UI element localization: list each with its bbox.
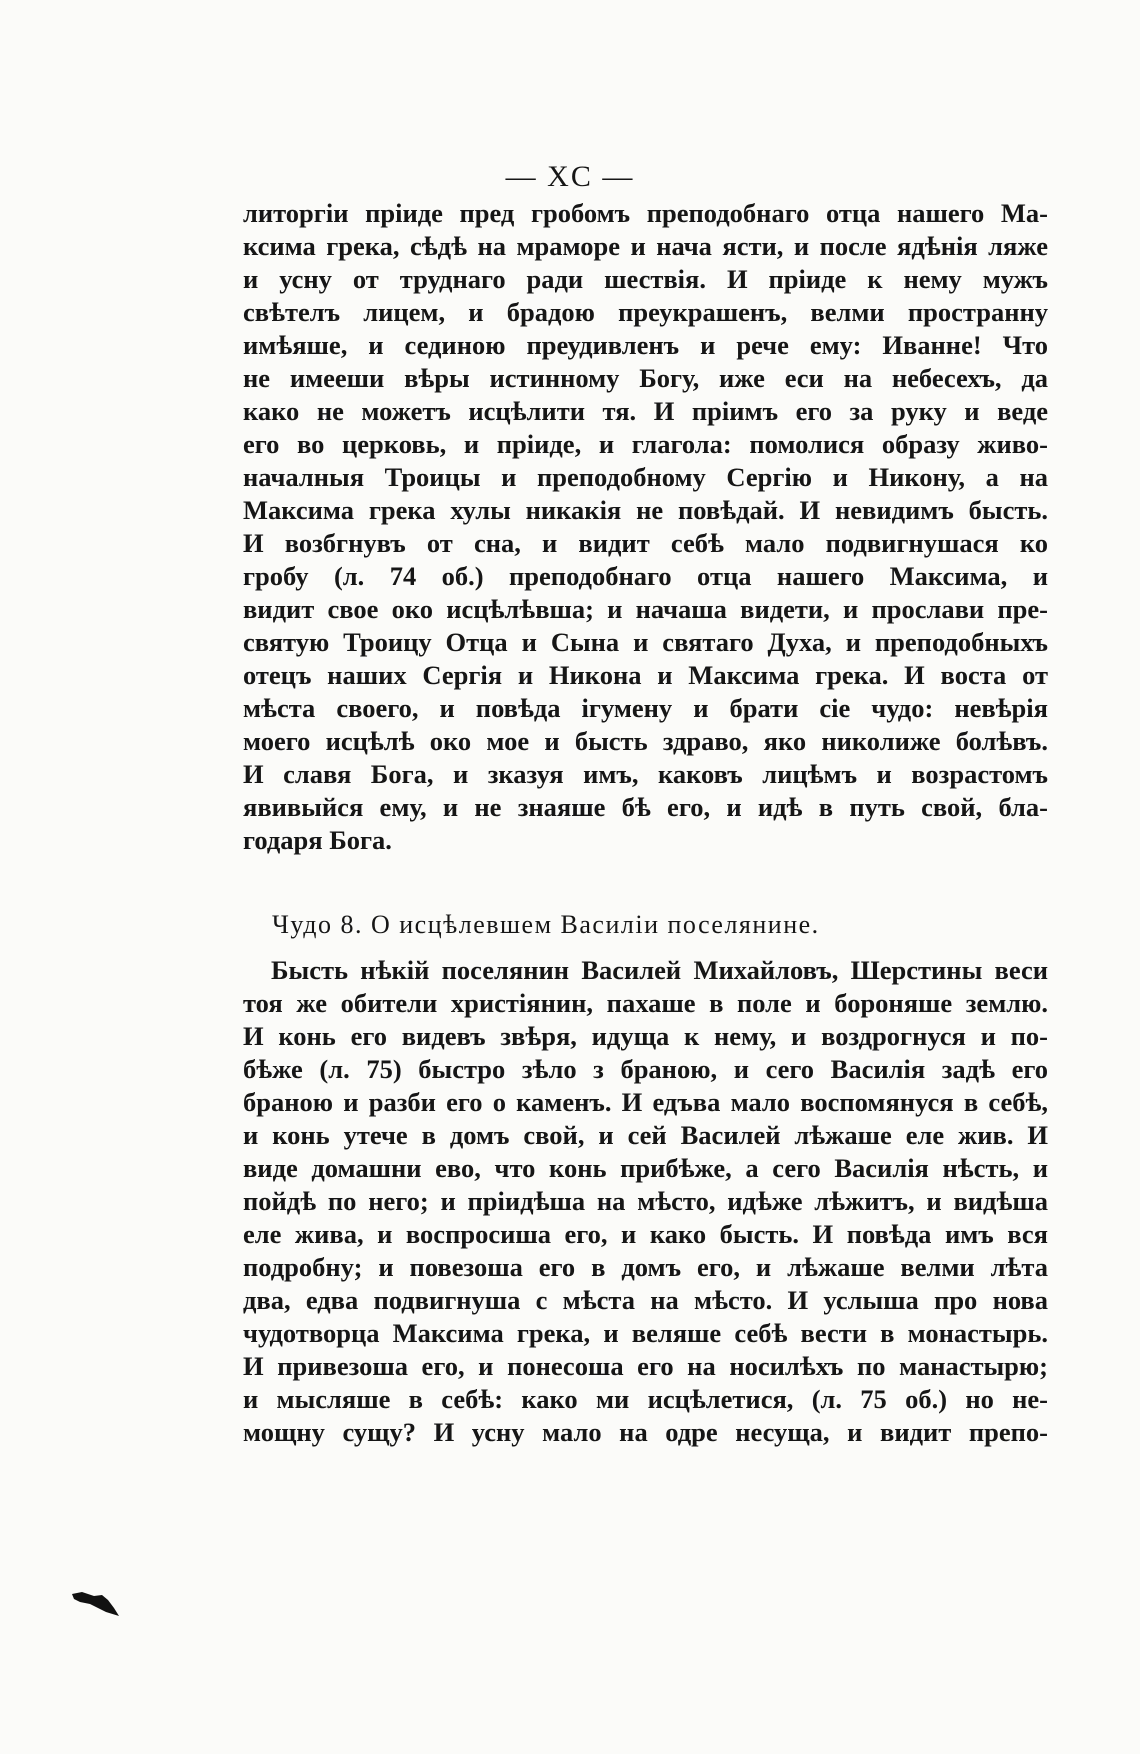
ink-blot-icon: [72, 1590, 120, 1618]
text-line: не имееши вѣры истинному Богу, иже еси на небесехъ, да: [243, 363, 1048, 393]
text-line: како не можетъ исцѣлити тя. И пріимъ его за руку и веде: [243, 396, 1048, 426]
text-line: имѣяше, и сединою преудивленъ и рече ему: Иванне! Что: [243, 330, 1048, 360]
text-line: свѣтелъ лицем, и брадою преукрашенъ, велми пространну: [243, 297, 1048, 327]
text-line: гробу (л. 74 об.) преподобнаго отца нашего Максима, и: [243, 561, 1048, 591]
page-number: — XC —: [505, 160, 635, 193]
text-line: виде домашни ево, что конь прибѣже, а сего Василія нѣсть, и: [243, 1153, 1048, 1183]
text-line: отецъ наших Сергія и Никона и Максима грека. И воста от: [243, 660, 1048, 690]
text-line: годаря Бога.: [243, 825, 392, 855]
text-line: его во церковь, и пріиде, и глагола: помолися образу живо-: [243, 429, 1048, 459]
text-line: тоя же обители христіянин, пахаше в поле и бороняше землю.: [243, 988, 1048, 1018]
text-line: и мысляше в себѣ: како ми исцѣлетися, (л. 75 об.) но не-: [243, 1384, 1048, 1414]
text-line: еле жива, и воспросиша его, и како бысть. И повѣда имъ вся: [243, 1219, 1048, 1249]
text-line: подробну; и повезоша его в домъ его, и лѣжаше велми лѣта: [243, 1252, 1048, 1282]
text-line: бѣже (л. 75) быстро зѣло з браною, и сего Василія задѣ его: [243, 1054, 1048, 1084]
paragraph-2: [243, 954, 1048, 1449]
text-line: два, едва подвигнуша с мѣста на мѣсто. И услыша про нова: [243, 1285, 1048, 1315]
text-line: началныя Троицы и преподобному Сергію и Никону, а на: [243, 462, 1048, 492]
text-line: литоргіи пріиде пред гробомъ преподобнаго отца нашего Ма-: [243, 198, 1048, 228]
text-line: видит свое око исцѣлѣвша; и начаша видети, и прослави пре-: [243, 594, 1048, 624]
text-line: мощну сущу? И усну мало на одре несуща, и видит препо-: [243, 1417, 1048, 1447]
text-line: Максима грека хулы никакія не повѣдай. И невидимъ бысть.: [243, 495, 1048, 525]
text-line: И славя Бога, и зказуя имъ, каковъ лицѣмъ и возрастомъ: [243, 759, 1048, 789]
text-line: и усну от труднаго ради шествія. И пріиде к нему мужъ: [243, 264, 1048, 294]
text-line: явивыйся ему, и не знаяше бѣ его, и идѣ в путь свой, бла-: [243, 792, 1048, 822]
text-line: браною и разби его о каменъ. И едъва мало воспомянуся в себѣ,: [243, 1087, 1048, 1117]
text-line: Бысть нѣкій поселянин Василей Михайловъ, Шерстины веси: [271, 955, 1048, 985]
text-line: святую Троицу Отца и Сына и святаго Духа, и преподобныхъ: [243, 627, 1048, 657]
text-line: моего исцѣлѣ око мое и бысть здраво, яко николиже болѣвъ.: [243, 726, 1048, 756]
text-line: ксима грека, сѣдѣ на мраморе и нача ясти, и после ядѣнія ляже: [243, 231, 1048, 261]
text-line: И конь его видевъ звѣря, идуща к нему, и воздрогнуся и по-: [243, 1021, 1048, 1051]
text-line: И привезоша его, и понесоша его на носилѣхъ по манастырю;: [243, 1351, 1048, 1381]
text-line: мѣста своего, и повѣда ігумену и брати сіе чудо: невѣрія: [243, 693, 1048, 723]
text-line: чудотворца Максима грека, и веляше себѣ вести в монастырь.: [243, 1318, 1048, 1348]
text-line: пойдѣ по него; и пріидѣша на мѣсто, идѣже лѣжитъ, и видѣша: [243, 1186, 1048, 1216]
text-line: и конь утече в домъ свой, и сей Василей лѣжаше еле жив. И: [243, 1120, 1048, 1150]
paragraph-1: [243, 197, 1048, 857]
section-heading: Чудо 8. О исцѣлевшем Василіи поселянине.: [272, 910, 820, 939]
text-line: И возбгнувъ от сна, и видит себѣ мало подвигнушася ко: [243, 528, 1048, 558]
